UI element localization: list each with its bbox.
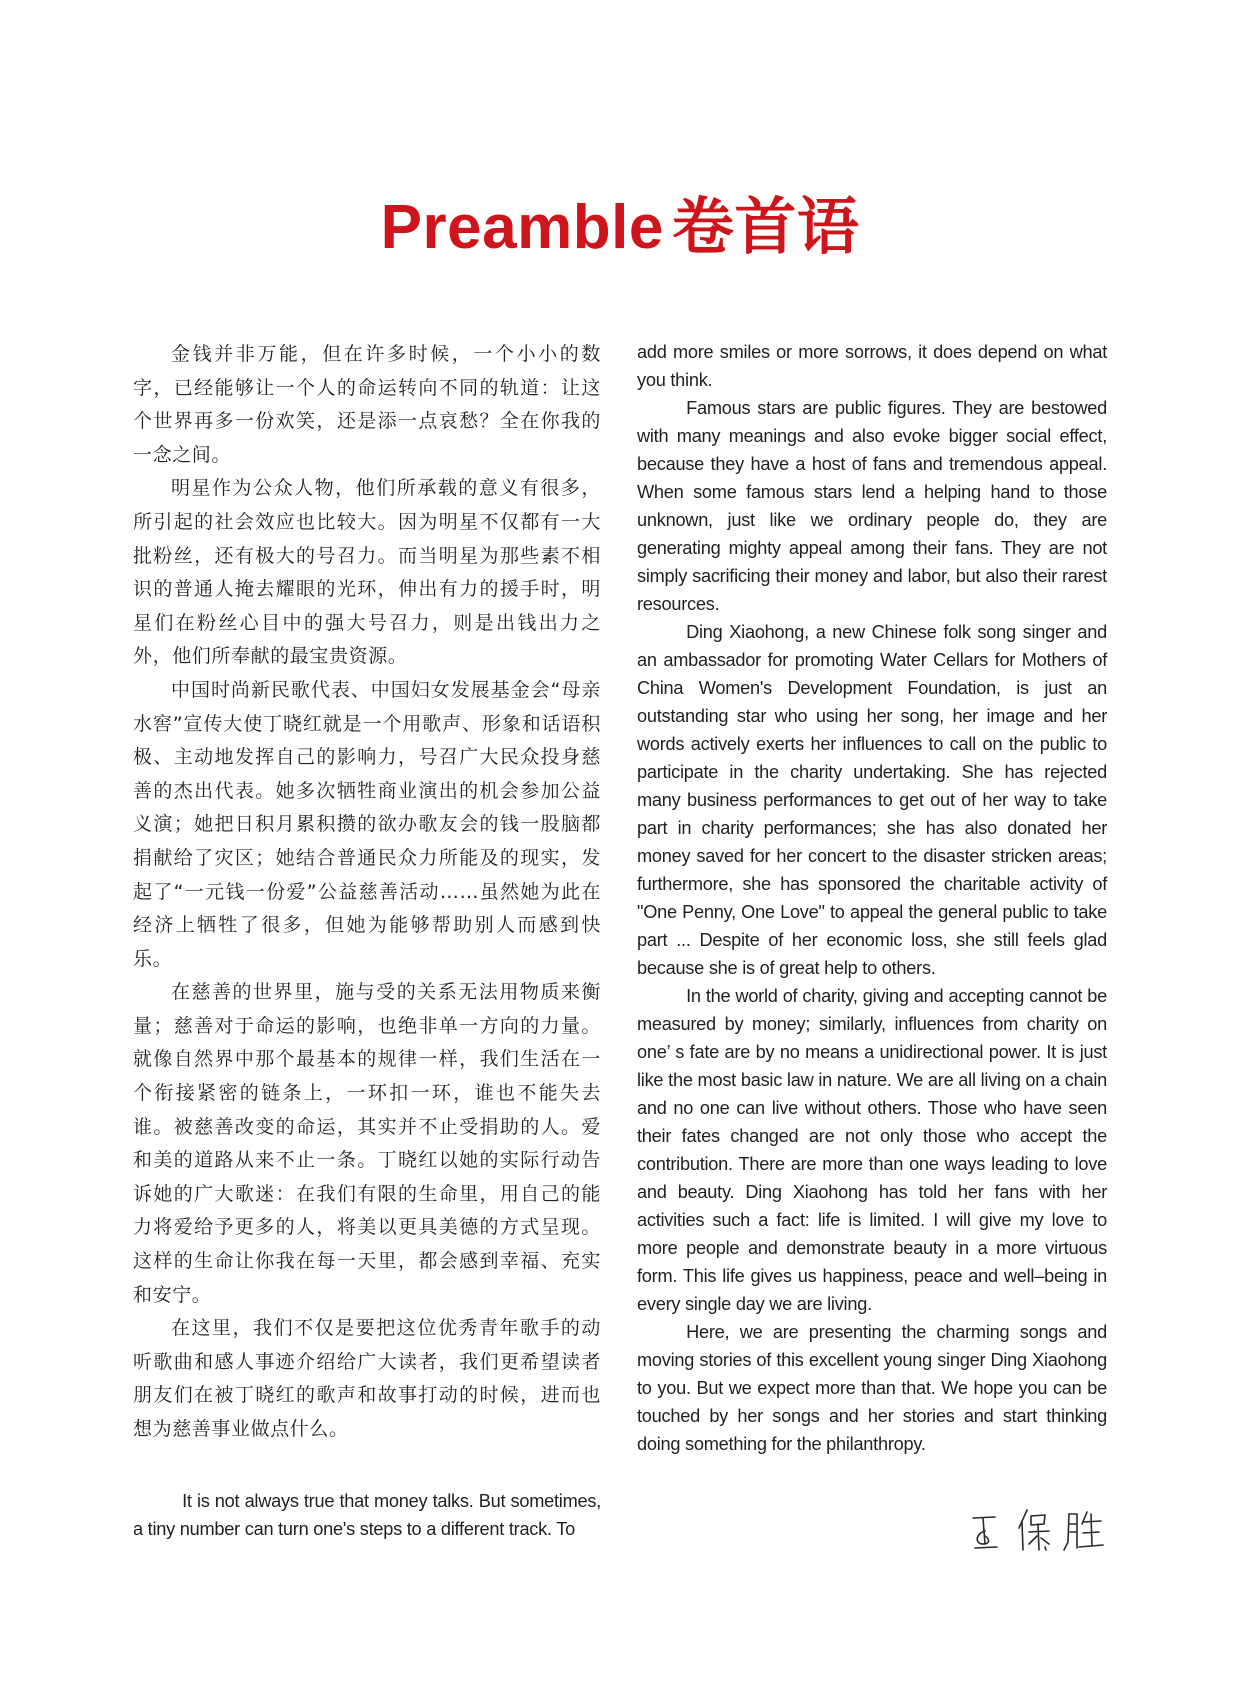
chinese-paragraph: 明星作为公众人物，他们所承载的意义有很多，所引起的社会效应也比较大。因为明星不仅都有一大批粉丝，还有极大的号召力。而当明星为那些素不相识的普通人掩去耀眼的光环，伸出有力的援手时，明星们在粉丝心目中的强大号召力，则是出钱出力之外，他们所奉献的最宝贵资源。 bbox=[133, 477, 601, 668]
section-spacer bbox=[133, 1447, 601, 1487]
english-paragraph: Here, we are presenting the charming songs and moving stories of this excellent young singer Ding Xiaohong to you. But we expect more than that. We hope you can be touched by her songs and her stories and start thinking doing something for the philanthropy. bbox=[637, 1322, 1107, 1454]
handwritten-signature-icon bbox=[965, 1500, 1115, 1560]
signature bbox=[965, 1500, 1115, 1560]
right-column bbox=[637, 338, 1107, 1458]
english-paragraph-continued: add more smiles or more sorrows, it does depend on what you think. bbox=[637, 342, 1107, 390]
english-paragraph: It is not always true that money talks. But sometimes, a tiny number can turn one's steps to a different track. To bbox=[133, 1490, 601, 1539]
page-title-english: Preamble bbox=[380, 192, 664, 262]
chinese-paragraph: 在这里，我们不仅是要把这位优秀青年歌手的动听歌曲和感人事迹介绍给广大读者，我们更希望读者朋友们在被丁晓红的歌声和故事打动的时候，进而也想为慈善事业做点什么。 bbox=[133, 1317, 601, 1440]
page-title bbox=[0, 190, 1240, 265]
page-title-chinese: 卷首语 bbox=[671, 189, 860, 263]
english-paragraph: Ding Xiaohong, a new Chinese folk song singer and an ambassador for promoting Water Cellars for Mothers of China Women's Development Foundation, is just an outstanding star who using her song, her image and her words actively exerts her influences to call on the public to participate in the charity undertaking. She has rejected many business performances to get out of her way to take part in charity performances; she has also donated her money saved for her concert to the disaster stricken areas; furthermore, she has sponsored the charitable activity of "One Penny, One Love" to appeal the general public to take part ... Despite of her economic loss, she still feels glad because she is of great help to others. bbox=[637, 622, 1107, 978]
english-paragraph: In the world of charity, giving and accepting cannot be measured by money; similarly, influences from charity on one’ s fate are by no means a unidirectional power. It is just like the most basic law in nature. We are all living on a chain and no one can live without others. Those who have seen their fates changed are not only those who accept the contribution. There are more than one ways leading to love and beauty. Ding Xiaohong has told her fans with her activities such a fact: life is limited. I will give my love to more people and demonstrate beauty in a more virtuous form. This life gives us happiness, peace and well–being in every single day we are living. bbox=[637, 986, 1107, 1314]
chinese-paragraph: 金钱并非万能，但在许多时候，一个小小的数字，已经能够让一个人的命运转向不同的轨道：让这个世界再多一份欢笑，还是添一点哀愁？全在你我的一念之间。 bbox=[133, 343, 601, 466]
left-column bbox=[133, 338, 601, 1543]
chinese-paragraph: 在慈善的世界里，施与受的关系无法用物质来衡量；慈善对于命运的影响，也绝非单一方向的力量。就像自然界中那个最基本的规律一样，我们生活在一个衔接紧密的链条上，一环扣一环，谁也不能失去谁。被慈善改变的命运，其实并不止受捐助的人。爱和美的道路从来不止一条。丁晓红以她的实际行动告诉她的广大歌迷：在我们有限的生命里，用自己的能力将爱给予更多的人，将美以更具美德的方式呈现。这样的生命让你我在每一天里，都会感到幸福、充实和安宁。 bbox=[133, 981, 601, 1306]
chinese-paragraph: 中国时尚新民歌代表、中国妇女发展基金会“母亲水窖”宣传大使丁晓红就是一个用歌声、形象和话语积极、主动地发挥自己的影响力，号召广大民众投身慈善的杰出代表。她多次牺牲商业演出的机会参加公益义演；她把日积月累积攒的欲办歌友会的钱一股脑都捐献给了灾区；她结合普通民众力所能及的现实，发起了“一元钱一份爱”公益慈善活动……虽然她为此在经济上牺牲了很多，但她为能够帮助别人而感到快乐。 bbox=[133, 678, 601, 970]
english-paragraph: Famous stars are public figures. They are bestowed with many meanings and also evoke bigger social effect, because they have a host of fans and tremendous appeal. When some famous stars lend a helping hand to those unknown, just like we ordinary people do, they are generating mighty appeal among their fans. They are not simply sacrificing their money and labor, but also their rarest resources. bbox=[637, 398, 1107, 614]
